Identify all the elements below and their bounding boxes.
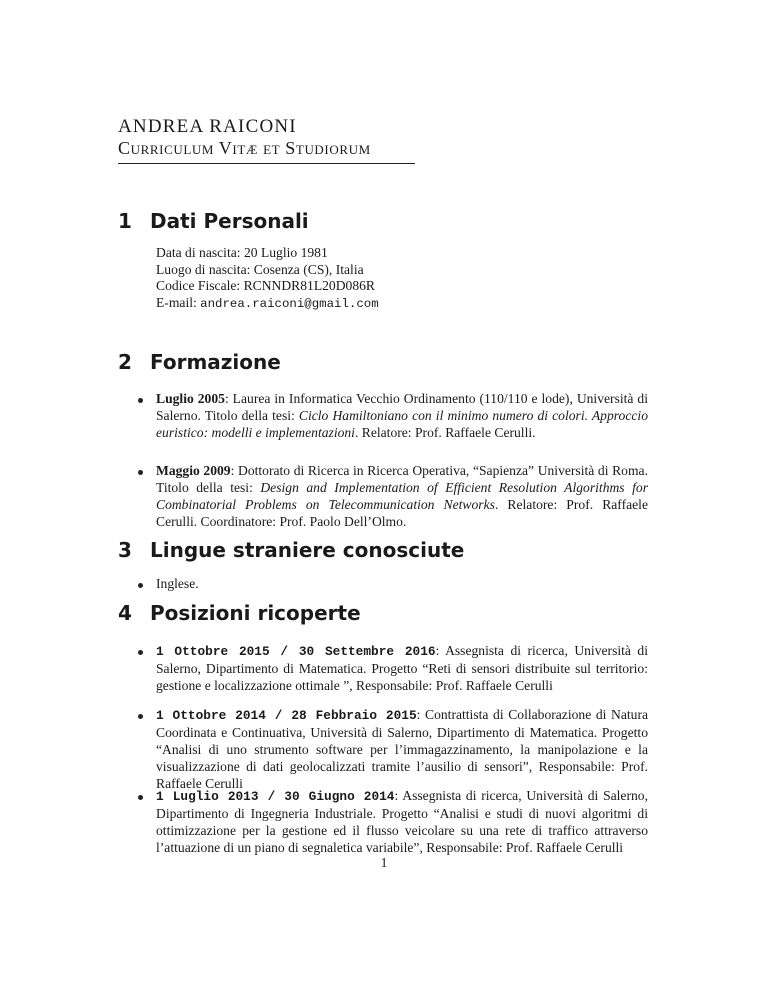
section-title: Dati Personali — [150, 209, 309, 233]
bullet-marker — [138, 795, 146, 803]
section-number: 3 — [118, 538, 132, 562]
author-name: ANDREA RAICONI — [118, 116, 297, 137]
bullet-marker — [138, 714, 146, 722]
position-item — [156, 642, 648, 694]
section-title: Posizioni ricoperte — [150, 601, 361, 625]
section-title: Lingue straniere conosciute — [150, 538, 465, 562]
fiscal-code: Codice Fiscale: RCNNDR81L20D086R — [156, 278, 376, 293]
document-subtitle: Curriculum Vitæ et Studiorum — [118, 138, 371, 158]
email-line — [156, 295, 576, 313]
title-rule — [118, 163, 415, 164]
education-item — [156, 390, 648, 441]
email-address[interactable]: andrea.raiconi@gmail.com — [200, 296, 379, 311]
bullet-marker — [138, 650, 146, 658]
thesis-title: Design and Implementation of Efficient Resolution Algorithms for Combinatorial Problems on Telecommunication Networks — [156, 480, 648, 512]
education-text-end: . Relatore: Prof. Raffaele Cerulli. — [354, 425, 536, 440]
thesis-title: Ciclo Hamiltoniano con il minimo numero di colori. Approccio euristico: modelli e implementazioni — [156, 408, 648, 440]
position-item — [156, 787, 648, 856]
education-text: : Laurea in Informatica Vecchio Ordinamento (110/110 e lode), Università di Salerno. Titolo della tesi: — [156, 391, 648, 423]
bullet-marker — [138, 583, 146, 591]
position-text: : Assegnista di ricerca, Università di Salerno, Dipartimento di Matematica. Progetto “Reti di sensori distribuite sul territorio: gestione e localizzazione ottimale ”, Responsabile: Prof. Raffaele Cerulli — [156, 643, 648, 693]
page-number: 1 — [380, 855, 388, 870]
education-item — [156, 462, 648, 530]
section-heading-personal — [118, 209, 309, 233]
section-heading-education — [118, 350, 281, 374]
birth-place: Luogo di nascita: Cosenza (CS), Italia — [156, 261, 364, 277]
bullet-marker — [138, 398, 146, 406]
language-item: Inglese. — [156, 576, 199, 591]
education-date: Luglio 2005 — [156, 391, 225, 406]
section-heading-languages — [118, 538, 464, 562]
bullet-marker — [138, 470, 146, 478]
position-period: 1 Ottobre 2014 / 28 Febbraio 2015 — [156, 708, 417, 723]
section-number: 4 — [118, 601, 132, 625]
section-title: Formazione — [150, 350, 281, 374]
position-period: 1 Luglio 2013 / 30 Giugno 2014 — [156, 789, 395, 804]
email-label: E-mail: — [156, 294, 201, 310]
section-heading-positions — [118, 601, 361, 625]
section-number: 1 — [118, 209, 132, 233]
position-item — [156, 706, 648, 792]
education-text: : Dottorato di Ricerca in Ricerca Operativa, “Sapienza” Università di Roma. Titolo della tesi: — [156, 463, 648, 495]
position-text: : Contrattista di Collaborazione di Natura Coordinata e Continuativa, Università di Salerno, Dipartimento di Matematica. Progetto “Analisi di uno strumento software per l’immagazzinamento, la manipolazione e la visualizzazione di dati geolocalizzati tramite l’ausilio di sensori”, Responsabile: Prof. Raffaele Cerulli — [156, 707, 648, 791]
education-date: Maggio 2009 — [156, 463, 231, 478]
birth-date: Data di nascita: 20 Luglio 1981 — [156, 245, 328, 260]
position-text: : Assegnista di ricerca, Università di Salerno, Dipartimento di Ingegneria Industriale. Progetto “Analisi e studi di nuovi algoritmi di ottimizzazione per la gestione ed il flusso veicolare su una rete di traffico attraverso l’attuazione di un piano di segnaletica variabile”, Responsabile: Prof. Raffaele Cerulli — [156, 788, 648, 855]
personal-data-block — [156, 245, 576, 312]
section-number: 2 — [118, 350, 132, 374]
education-text-end: . Relatore: Prof. Raffaele Cerulli. Coordinatore: Prof. Paolo Dell’Olmo. — [156, 497, 648, 529]
position-period: 1 Ottobre 2015 / 30 Settembre 2016 — [156, 644, 436, 659]
